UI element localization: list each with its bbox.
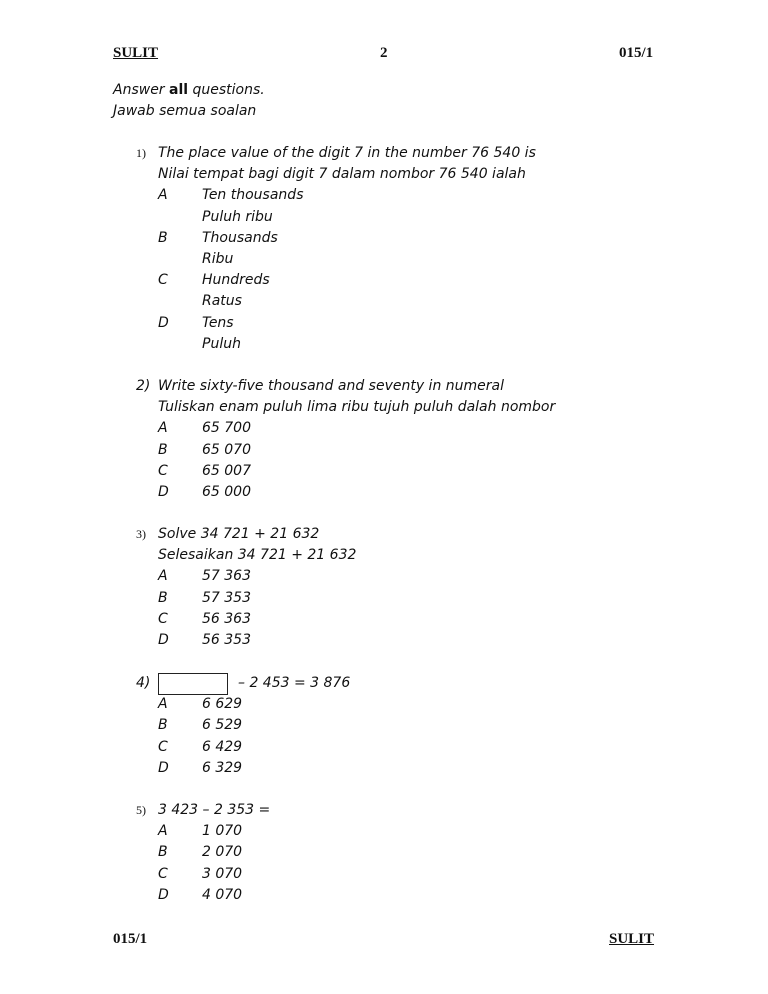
question-text: Tuliskan enam puluh lima ribu tujuh puluh dalah nombor xyxy=(158,399,556,416)
option-letter: B xyxy=(158,589,168,606)
question-5 xyxy=(136,800,270,906)
option-text: 65 000 xyxy=(202,483,251,500)
option-b[interactable] xyxy=(158,588,356,609)
option-letter: C xyxy=(158,865,168,882)
option-letter: D xyxy=(158,759,169,776)
option-text: Tens xyxy=(202,314,234,331)
option-text: 4 070 xyxy=(202,886,243,903)
option-text: 2 070 xyxy=(202,844,243,861)
instructions xyxy=(113,80,265,122)
question-3 xyxy=(136,524,356,651)
question-text: Selesaikan 34 721 + 21 632 xyxy=(158,547,357,564)
option-b[interactable] xyxy=(158,228,536,249)
instruction-text: questions. xyxy=(188,82,265,98)
option-text: 6 429 xyxy=(202,738,243,755)
question-number: 2) xyxy=(136,378,151,394)
option-b[interactable] xyxy=(158,440,555,461)
option-translation: Puluh ribu xyxy=(202,208,273,225)
option-letter: C xyxy=(158,610,168,627)
option-a[interactable] xyxy=(158,185,536,206)
option-c[interactable] xyxy=(158,864,270,885)
option-c[interactable] xyxy=(158,461,555,482)
footer-sulit: SULIT xyxy=(609,931,655,947)
option-text: 6 529 xyxy=(202,717,243,734)
option-b[interactable] xyxy=(158,715,350,736)
question-number: 5) xyxy=(136,803,146,817)
question-text: Write sixty-five thousand and seventy in numeral xyxy=(158,378,504,394)
question-number: 4) xyxy=(136,675,151,691)
option-letter: D xyxy=(158,886,169,903)
option-d[interactable] xyxy=(158,482,555,503)
option-text: Ten thousands xyxy=(202,187,304,204)
option-text: Thousands xyxy=(202,229,278,246)
option-c[interactable] xyxy=(158,737,350,758)
question-number: 1) xyxy=(136,146,146,160)
question-text: Solve 34 721 + 21 632 xyxy=(158,526,320,542)
option-letter: A xyxy=(158,568,168,585)
option-text: 3 070 xyxy=(202,865,243,882)
answer-box xyxy=(158,673,228,695)
option-letter: B xyxy=(158,229,168,246)
option-a[interactable] xyxy=(158,694,350,715)
option-d[interactable] xyxy=(158,885,270,906)
question-4 xyxy=(136,673,350,779)
option-letter: C xyxy=(158,738,168,755)
option-text: 57 353 xyxy=(202,589,251,606)
option-letter: C xyxy=(158,272,168,289)
option-text: 56 363 xyxy=(202,610,251,627)
option-letter: D xyxy=(158,631,169,648)
option-translation: Ribu xyxy=(202,250,234,267)
question-text: – 2 453 = 3 876 xyxy=(238,675,351,691)
option-letter: D xyxy=(158,483,169,500)
option-text: 6 629 xyxy=(202,696,243,713)
option-letter: A xyxy=(158,420,168,437)
option-d[interactable] xyxy=(158,630,356,651)
option-d[interactable] xyxy=(158,758,350,779)
option-letter: A xyxy=(158,187,168,204)
option-d[interactable] xyxy=(158,313,536,334)
question-text: 3 423 – 2 353 = xyxy=(158,802,271,818)
option-text: Hundreds xyxy=(202,272,270,289)
option-a[interactable] xyxy=(158,418,555,439)
option-letter: D xyxy=(158,314,169,331)
instruction-bold: all xyxy=(169,82,189,98)
instruction-text: Answer xyxy=(113,82,170,98)
question-text: Nilai tempat bagi digit 7 dalam nombor 76 540 ialah xyxy=(158,166,526,183)
option-letter: B xyxy=(158,441,168,458)
page-number: 2 xyxy=(380,45,388,61)
option-letter: A xyxy=(158,823,168,840)
option-letter: B xyxy=(158,844,168,861)
question-text: The place value of the digit 7 in the number 76 540 is xyxy=(158,145,536,161)
option-letter: A xyxy=(158,696,168,713)
option-text: 65 007 xyxy=(202,462,251,479)
instruction-malay: Jawab semua soalan xyxy=(113,103,257,119)
option-translation: Puluh xyxy=(202,335,241,352)
option-b[interactable] xyxy=(158,842,270,863)
option-text: 57 363 xyxy=(202,568,251,585)
option-translation: Ratus xyxy=(202,293,242,310)
question-2 xyxy=(136,376,555,503)
option-text: 65 700 xyxy=(202,420,251,437)
question-1 xyxy=(136,143,536,355)
option-text: 56 353 xyxy=(202,631,251,648)
option-a[interactable] xyxy=(158,821,270,842)
option-c[interactable] xyxy=(158,609,356,630)
footer-code: 015/1 xyxy=(113,931,148,947)
option-c[interactable] xyxy=(158,270,536,291)
header-code: 015/1 xyxy=(619,45,654,61)
option-text: 1 070 xyxy=(202,823,243,840)
option-a[interactable] xyxy=(158,566,356,587)
header-sulit: SULIT xyxy=(113,45,159,61)
option-text: 65 070 xyxy=(202,441,251,458)
option-letter: C xyxy=(158,462,168,479)
option-text: 6 329 xyxy=(202,759,243,776)
option-letter: B xyxy=(158,717,168,734)
question-number: 3) xyxy=(136,527,146,541)
